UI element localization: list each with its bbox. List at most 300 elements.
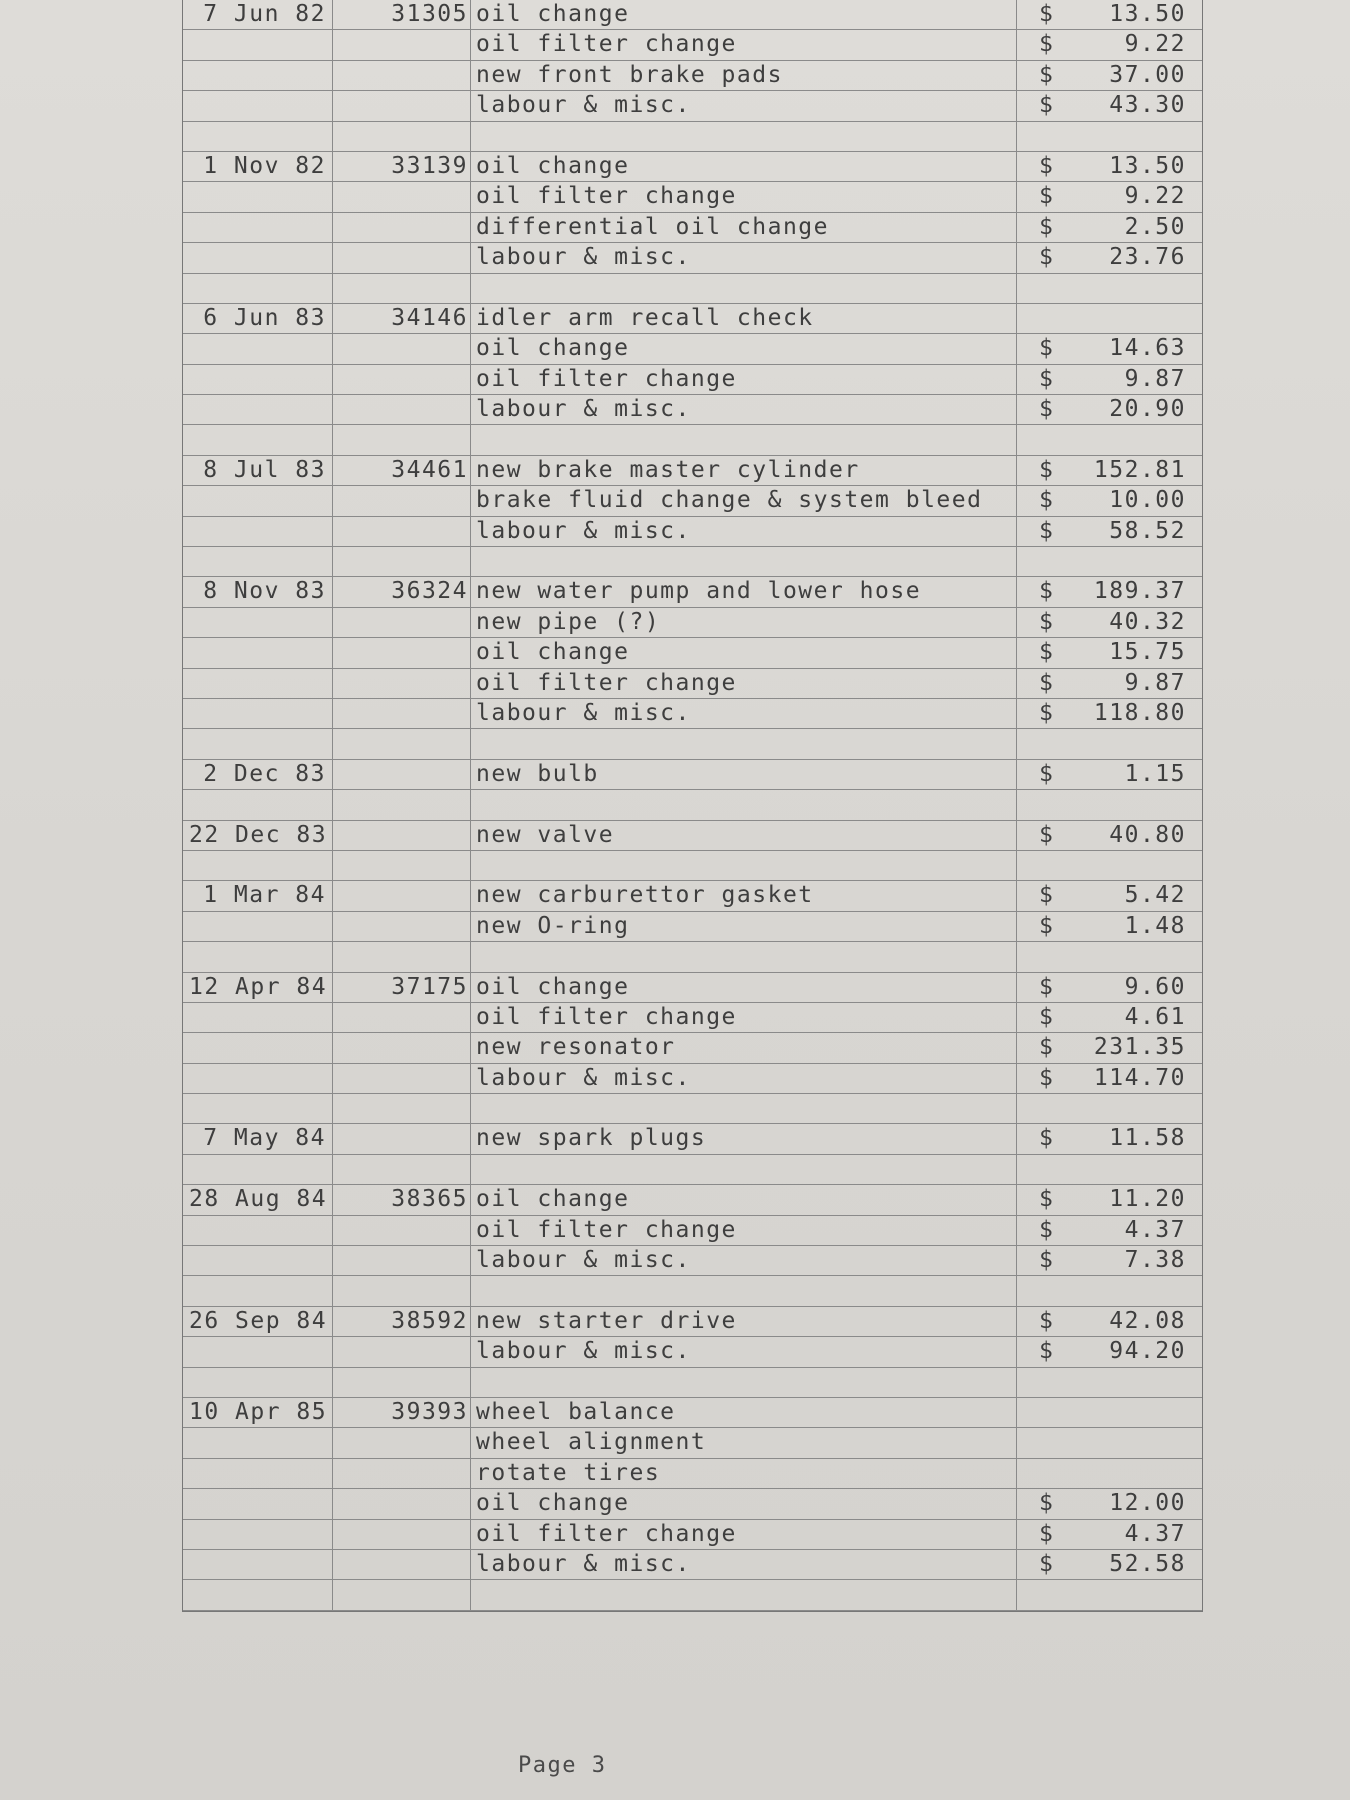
description-cell: labour & misc. (471, 1337, 1017, 1366)
empty-cell (1017, 1368, 1202, 1397)
empty-cell (333, 547, 471, 576)
amount-cell (1017, 91, 1202, 120)
table-row (183, 365, 1202, 395)
odometer-cell (333, 61, 471, 90)
odometer-cell (333, 1216, 471, 1245)
amount-cell (1017, 912, 1202, 941)
amount-cell (1017, 486, 1202, 515)
empty-cell (333, 274, 471, 303)
spacer-row (183, 274, 1202, 304)
amount-cell (1017, 973, 1202, 1002)
description-cell: oil change (471, 334, 1017, 363)
amount-value: 7.38 (1124, 1247, 1186, 1274)
description-cell: oil filter change (471, 1216, 1017, 1245)
table-row (183, 881, 1202, 911)
empty-cell (471, 1155, 1017, 1184)
table-row (183, 608, 1202, 638)
date-cell: 28 Aug 84 (183, 1185, 333, 1214)
odometer-cell (333, 213, 471, 242)
description-cell: oil change (471, 1489, 1017, 1518)
date-cell: 22 Dec 83 (183, 821, 333, 850)
table-row (183, 304, 1202, 334)
currency-symbol: $ (1039, 335, 1055, 362)
table-row (183, 1428, 1202, 1458)
amount-cell (1017, 1124, 1202, 1153)
currency-symbol: $ (1039, 821, 1055, 848)
amount-cell (1017, 1185, 1202, 1214)
currency-symbol: $ (1039, 699, 1055, 726)
date-cell (183, 1064, 333, 1093)
amount-value: 1.15 (1124, 760, 1186, 787)
table-row (183, 486, 1202, 516)
description-cell: differential oil change (471, 213, 1017, 242)
currency-symbol (1039, 1398, 1059, 1427)
empty-cell (183, 274, 333, 303)
description-cell: idler arm recall check (471, 304, 1017, 333)
empty-cell (471, 851, 1017, 880)
empty-cell (471, 122, 1017, 151)
amount-cell (1017, 1064, 1202, 1093)
currency-symbol: $ (1039, 578, 1055, 605)
description-cell: labour & misc. (471, 243, 1017, 272)
date-cell (183, 30, 333, 59)
description-cell: oil change (471, 0, 1017, 29)
empty-cell (1017, 1276, 1202, 1305)
amount-cell (1017, 577, 1202, 606)
table-row (183, 1003, 1202, 1033)
amount-cell (1017, 699, 1202, 728)
amount-cell (1017, 304, 1202, 333)
date-cell (183, 517, 333, 546)
table-row (183, 456, 1202, 486)
amount-value: 9.87 (1124, 669, 1186, 696)
description-cell: oil change (471, 973, 1017, 1002)
date-cell (183, 669, 333, 698)
empty-cell (183, 547, 333, 576)
spacer-row (183, 729, 1202, 759)
date-cell (183, 1489, 333, 1518)
empty-cell (1017, 274, 1202, 303)
odometer-cell: 38592 (333, 1307, 471, 1336)
date-cell (183, 182, 333, 211)
description-cell: new valve (471, 821, 1017, 850)
currency-symbol: $ (1039, 456, 1055, 483)
odometer-cell (333, 1337, 471, 1366)
table-row (183, 1307, 1202, 1337)
table-row (183, 638, 1202, 668)
currency-symbol: $ (1039, 1125, 1055, 1152)
date-cell: 2 Dec 83 (183, 760, 333, 789)
amount-cell (1017, 213, 1202, 242)
currency-symbol (1039, 1459, 1059, 1488)
currency-symbol: $ (1039, 244, 1055, 271)
table-row (183, 152, 1202, 182)
odometer-cell (333, 1003, 471, 1032)
date-cell: 8 Nov 83 (183, 577, 333, 606)
description-cell: oil change (471, 1185, 1017, 1214)
empty-cell (183, 1094, 333, 1123)
date-cell (183, 699, 333, 728)
odometer-cell (333, 1550, 471, 1579)
date-cell (183, 1216, 333, 1245)
empty-cell (333, 942, 471, 971)
table-row (183, 1337, 1202, 1367)
amount-value: 37.00 (1109, 61, 1186, 88)
odometer-cell (333, 243, 471, 272)
empty-cell (1017, 1155, 1202, 1184)
odometer-cell: 37175 (333, 973, 471, 1002)
odometer-cell (333, 91, 471, 120)
currency-symbol: $ (1039, 61, 1055, 88)
amount-cell (1017, 1489, 1202, 1518)
table-row (183, 61, 1202, 91)
spacer-row (183, 547, 1202, 577)
odometer-cell (333, 912, 471, 941)
amount-value: 43.30 (1109, 92, 1186, 119)
empty-cell (333, 1155, 471, 1184)
date-cell (183, 1033, 333, 1062)
odometer-cell (333, 334, 471, 363)
amount-cell (1017, 638, 1202, 667)
description-cell: brake fluid change & system bleed (471, 486, 1017, 515)
spacer-row (183, 790, 1202, 820)
description-cell: labour & misc. (471, 1550, 1017, 1579)
empty-cell (1017, 547, 1202, 576)
amount-cell (1017, 365, 1202, 394)
date-cell (183, 61, 333, 90)
date-cell: 8 Jul 83 (183, 456, 333, 485)
empty-cell (1017, 122, 1202, 151)
table-row (183, 334, 1202, 364)
empty-cell (183, 790, 333, 819)
empty-cell (1017, 851, 1202, 880)
odometer-cell: 34461 (333, 456, 471, 485)
description-cell: new O-ring (471, 912, 1017, 941)
description-cell: labour & misc. (471, 517, 1017, 546)
odometer-cell: 36324 (333, 577, 471, 606)
amount-value: 4.37 (1124, 1520, 1186, 1547)
odometer-cell (333, 182, 471, 211)
empty-cell (471, 942, 1017, 971)
date-cell (183, 1246, 333, 1275)
empty-cell (471, 729, 1017, 758)
date-cell (183, 395, 333, 424)
empty-cell (471, 1368, 1017, 1397)
currency-symbol: $ (1039, 912, 1055, 939)
table-row (183, 1216, 1202, 1246)
table-row (183, 1064, 1202, 1094)
amount-cell (1017, 1003, 1202, 1032)
odometer-cell (333, 1489, 471, 1518)
empty-cell (471, 547, 1017, 576)
table-row (183, 1185, 1202, 1215)
empty-cell (333, 1368, 471, 1397)
amount-cell (1017, 334, 1202, 363)
table-row (183, 1489, 1202, 1519)
amount-value: 13.50 (1109, 1, 1186, 27)
empty-cell (183, 425, 333, 454)
odometer-cell (333, 486, 471, 515)
description-cell: new starter drive (471, 1307, 1017, 1336)
spacer-row (183, 1155, 1202, 1185)
currency-symbol: $ (1039, 1216, 1055, 1243)
empty-cell (183, 1368, 333, 1397)
amount-value: 20.90 (1109, 396, 1186, 423)
date-cell: 1 Mar 84 (183, 881, 333, 910)
description-cell: oil change (471, 638, 1017, 667)
odometer-cell (333, 517, 471, 546)
amount-value: 12.00 (1109, 1490, 1186, 1517)
table-row (183, 1124, 1202, 1154)
description-cell: new bulb (471, 760, 1017, 789)
description-cell: labour & misc. (471, 1064, 1017, 1093)
odometer-cell (333, 881, 471, 910)
empty-cell (471, 274, 1017, 303)
amount-cell (1017, 1520, 1202, 1549)
amount-cell (1017, 0, 1202, 29)
empty-cell (183, 122, 333, 151)
amount-value: 9.87 (1124, 365, 1186, 392)
amount-value: 58.52 (1109, 517, 1186, 544)
description-cell: new carburettor gasket (471, 881, 1017, 910)
spacer-row (183, 1276, 1202, 1306)
maintenance-log-table (182, 0, 1203, 1612)
amount-cell (1017, 1033, 1202, 1062)
date-cell: 7 Jun 82 (183, 0, 333, 29)
amount-value: 152.81 (1093, 456, 1186, 483)
amount-value: 11.58 (1109, 1125, 1186, 1152)
amount-value: 23.76 (1109, 244, 1186, 271)
amount-cell (1017, 1307, 1202, 1336)
amount-value: 231.35 (1093, 1034, 1186, 1061)
amount-value: 11.20 (1109, 1186, 1186, 1213)
description-cell: labour & misc. (471, 91, 1017, 120)
date-cell: 26 Sep 84 (183, 1307, 333, 1336)
amount-cell (1017, 395, 1202, 424)
date-cell: 10 Apr 85 (183, 1398, 333, 1427)
odometer-cell (333, 1124, 471, 1153)
date-cell (183, 1428, 333, 1457)
amount-cell (1017, 608, 1202, 637)
date-cell (183, 213, 333, 242)
currency-symbol: $ (1039, 1307, 1055, 1334)
odometer-cell (333, 365, 471, 394)
empty-cell (471, 425, 1017, 454)
description-cell: labour & misc. (471, 1246, 1017, 1275)
spacer-row (183, 425, 1202, 455)
empty-cell (1017, 425, 1202, 454)
date-cell (183, 334, 333, 363)
table-row (183, 213, 1202, 243)
currency-symbol: $ (1039, 669, 1055, 696)
amount-value: 5.42 (1124, 882, 1186, 909)
date-cell: 1 Nov 82 (183, 152, 333, 181)
date-cell (183, 608, 333, 637)
currency-symbol: $ (1039, 1247, 1055, 1274)
odometer-cell (333, 1520, 471, 1549)
table-row (183, 30, 1202, 60)
amount-cell (1017, 1337, 1202, 1366)
empty-cell (1017, 790, 1202, 819)
amount-cell (1017, 1246, 1202, 1275)
empty-cell (183, 942, 333, 971)
amount-cell (1017, 1459, 1202, 1488)
table-row (183, 0, 1202, 30)
table-row (183, 1246, 1202, 1276)
amount-value: 9.22 (1124, 183, 1186, 210)
amount-cell (1017, 243, 1202, 272)
amount-cell (1017, 1428, 1202, 1457)
amount-value: 40.80 (1109, 821, 1186, 848)
description-cell: labour & misc. (471, 699, 1017, 728)
empty-cell (1017, 942, 1202, 971)
odometer-cell (333, 669, 471, 698)
empty-cell (1017, 1580, 1202, 1609)
date-cell: 12 Apr 84 (183, 973, 333, 1002)
empty-cell (471, 1094, 1017, 1123)
currency-symbol: $ (1039, 1520, 1055, 1547)
amount-value: 189.37 (1093, 578, 1186, 605)
table-row (183, 395, 1202, 425)
date-cell (183, 1550, 333, 1579)
amount-cell (1017, 669, 1202, 698)
odometer-cell (333, 1064, 471, 1093)
spacer-row (183, 1094, 1202, 1124)
empty-cell (471, 1580, 1017, 1609)
amount-cell (1017, 30, 1202, 59)
currency-symbol: $ (1039, 396, 1055, 423)
amount-value: 9.60 (1124, 973, 1186, 1000)
description-cell: oil change (471, 152, 1017, 181)
spacer-row (183, 1368, 1202, 1398)
empty-cell (333, 425, 471, 454)
currency-symbol: $ (1039, 1550, 1055, 1577)
description-cell: new spark plugs (471, 1124, 1017, 1153)
page-number: Page 3 (518, 1753, 607, 1778)
empty-cell (333, 1580, 471, 1609)
amount-cell (1017, 821, 1202, 850)
amount-cell (1017, 517, 1202, 546)
table-row (183, 973, 1202, 1003)
amount-value: 114.70 (1093, 1064, 1186, 1091)
empty-cell (1017, 729, 1202, 758)
odometer-cell: 33139 (333, 152, 471, 181)
empty-cell (333, 851, 471, 880)
currency-symbol: $ (1039, 517, 1055, 544)
amount-cell (1017, 1398, 1202, 1427)
table-row (183, 1520, 1202, 1550)
date-cell (183, 486, 333, 515)
table-row (183, 1033, 1202, 1063)
table-row (183, 91, 1202, 121)
odometer-cell (333, 699, 471, 728)
amount-value: 10.00 (1109, 487, 1186, 514)
empty-cell (471, 1276, 1017, 1305)
amount-value: 14.63 (1109, 335, 1186, 362)
currency-symbol: $ (1039, 1034, 1055, 1061)
spacer-row (183, 122, 1202, 152)
currency-symbol: $ (1039, 1338, 1055, 1365)
odometer-cell (333, 608, 471, 637)
odometer-cell (333, 1428, 471, 1457)
table-row (183, 699, 1202, 729)
date-cell: 6 Jun 83 (183, 304, 333, 333)
odometer-cell (333, 1459, 471, 1488)
empty-cell (183, 729, 333, 758)
description-cell: oil filter change (471, 182, 1017, 211)
odometer-cell (333, 821, 471, 850)
description-cell: wheel alignment (471, 1428, 1017, 1457)
empty-cell (183, 1276, 333, 1305)
amount-cell (1017, 1550, 1202, 1579)
odometer-cell (333, 638, 471, 667)
amount-value: 1.48 (1124, 912, 1186, 939)
table-row (183, 182, 1202, 212)
table-row (183, 760, 1202, 790)
empty-cell (183, 851, 333, 880)
empty-cell (333, 1276, 471, 1305)
amount-cell (1017, 152, 1202, 181)
amount-value: 118.80 (1093, 699, 1186, 726)
description-cell: labour & misc. (471, 395, 1017, 424)
table-row (183, 912, 1202, 942)
date-cell (183, 1003, 333, 1032)
currency-symbol: $ (1039, 973, 1055, 1000)
currency-symbol: $ (1039, 213, 1055, 240)
description-cell: oil filter change (471, 1003, 1017, 1032)
date-cell (183, 638, 333, 667)
table-row (183, 1459, 1202, 1489)
currency-symbol: $ (1039, 31, 1055, 58)
table-row (183, 821, 1202, 851)
amount-cell (1017, 1216, 1202, 1245)
description-cell: oil filter change (471, 30, 1017, 59)
spacer-row (183, 1580, 1202, 1610)
empty-cell (333, 729, 471, 758)
date-cell (183, 91, 333, 120)
spacer-row (183, 851, 1202, 881)
description-cell: new resonator (471, 1033, 1017, 1062)
empty-cell (333, 1094, 471, 1123)
description-cell: new brake master cylinder (471, 456, 1017, 485)
table-row (183, 669, 1202, 699)
empty-cell (183, 1580, 333, 1609)
table-row (183, 517, 1202, 547)
currency-symbol: $ (1039, 487, 1055, 514)
description-cell: rotate tires (471, 1459, 1017, 1488)
currency-symbol: $ (1039, 1, 1055, 27)
description-cell: oil filter change (471, 1520, 1017, 1549)
odometer-cell: 31305 (333, 0, 471, 29)
odometer-cell (333, 1033, 471, 1062)
amount-cell (1017, 881, 1202, 910)
empty-cell (471, 790, 1017, 819)
currency-symbol: $ (1039, 608, 1055, 635)
amount-value: 42.08 (1109, 1307, 1186, 1334)
description-cell: wheel balance (471, 1398, 1017, 1427)
amount-value: 2.50 (1124, 213, 1186, 240)
amount-value: 9.22 (1124, 31, 1186, 58)
amount-value: 94.20 (1109, 1338, 1186, 1365)
currency-symbol: $ (1039, 152, 1055, 179)
amount-cell (1017, 456, 1202, 485)
empty-cell (183, 1155, 333, 1184)
amount-cell (1017, 760, 1202, 789)
table-row (183, 243, 1202, 273)
description-cell: oil filter change (471, 365, 1017, 394)
odometer-cell (333, 395, 471, 424)
date-cell (183, 365, 333, 394)
